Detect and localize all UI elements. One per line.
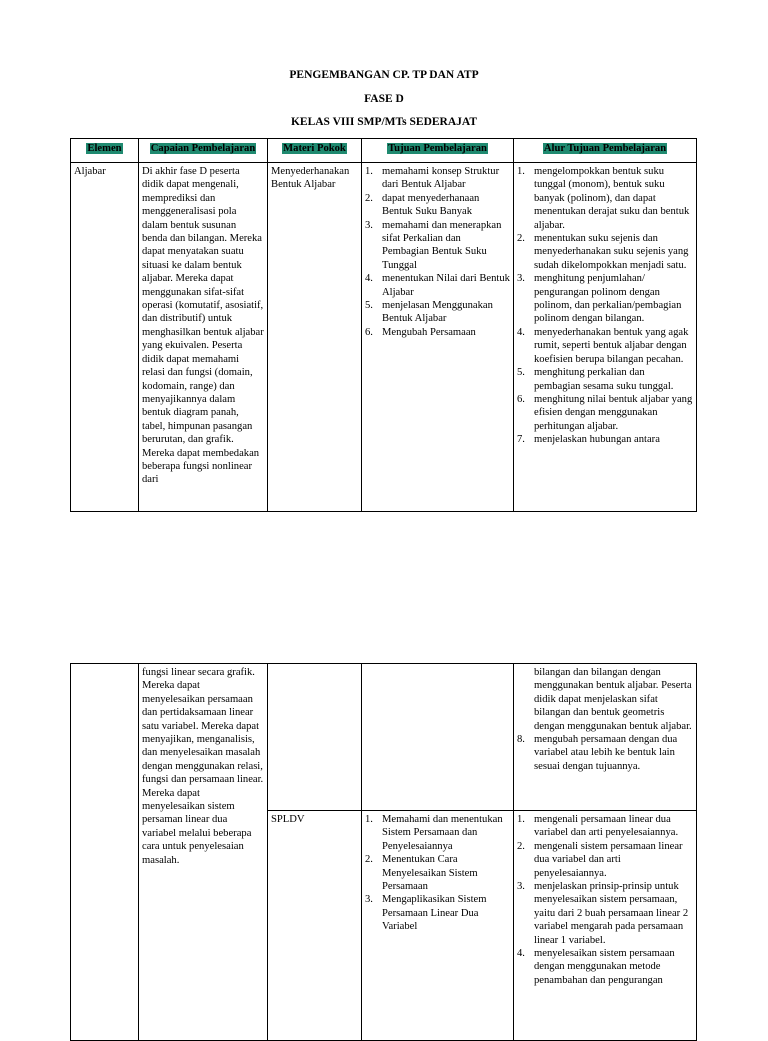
list-item-number: 5.	[517, 367, 525, 379]
list-item	[365, 326, 510, 339]
tujuan-cell	[362, 664, 514, 811]
header-capaian: Capaian Pembelajaran	[139, 139, 268, 163]
list-item	[517, 232, 693, 272]
list-item	[365, 219, 510, 273]
materi-cell: Menyederhanakan Bentuk Aljabar	[268, 163, 362, 512]
capaian-cell: fungsi linear secara grafik. Mereka dapat menyelesaikan persamaan dan pertidaksamaan linear satu variabel. Mereka dapat menyajikan, menganalisis, dan menyelesaikan masalah dengan menggunakan relasi, fungsi dan persamaan linear. Mereka dapat menyelesaikan sistem persaman linear dua variabel melalui beberapa cara untuk penyelesaian masalah.	[139, 664, 268, 1041]
elemen-cell	[71, 664, 139, 1041]
alur-list	[517, 165, 693, 447]
list-item-text: menyelesaikan sistem persamaan dengan menggunakan metode penambahan dan pengurangan	[534, 948, 675, 986]
list-item-number: 3.	[365, 219, 373, 231]
list-item-text: mengelompokkan bentuk suku tunggal (monom), bentuk suku banyak (polinom), dan dapat menentukan derajat suku dan bentuk aljabar.	[534, 166, 690, 231]
elemen-cell: Aljabar	[71, 163, 139, 512]
list-item-text: Mengaplikasikan Sistem Persamaan Linear Dua Variabel	[382, 894, 487, 933]
list-item-text: Memahami dan menentukan Sistem Persamaan dan Penyelesaiannya	[382, 814, 503, 852]
alur-cell	[514, 811, 697, 1041]
tujuan-list	[365, 813, 510, 934]
cp-table-page1	[70, 138, 697, 512]
list-item-number: 6.	[365, 326, 373, 338]
list-item-text: Menentukan Cara Menyelesaikan Sistem Persamaan	[382, 854, 478, 893]
list-item-number: 3.	[365, 894, 373, 906]
list-item-number: 4.	[517, 326, 525, 338]
list-item-number: 4.	[365, 273, 373, 285]
list-item-number: 7.	[517, 434, 525, 446]
list-item-text: menentukan Nilai dari Bentuk Aljabar	[382, 273, 510, 298]
tujuan-cell	[362, 811, 514, 1041]
list-item	[365, 192, 510, 219]
tujuan-list	[365, 165, 510, 339]
list-item-text: menjelaskan prinsip-prinsip untuk menyelesaikan sistem persamaan, yaitu dari 2 buah persamaan linear 2 variabel mengarah pada persamaan linear 1 variabel.	[534, 881, 689, 946]
list-item-text: dapat menyederhanaan Bentuk Suku Banyak	[382, 192, 480, 218]
alur-cell	[514, 163, 697, 512]
list-item	[517, 366, 693, 393]
list-item	[517, 880, 693, 947]
list-item	[365, 893, 510, 933]
table-row	[71, 664, 697, 811]
list-item-text: menjelaskan hubungan antara	[534, 434, 660, 446]
alur-cell	[514, 664, 697, 811]
list-item-text: menghitung perkalian dan pembagian sesama suku tunggal.	[534, 367, 674, 392]
list-item	[517, 733, 693, 773]
list-item	[517, 433, 693, 446]
list-item-number: 4.	[517, 948, 525, 960]
tujuan-cell	[362, 163, 514, 512]
header-elemen: Elemen	[71, 139, 139, 163]
list-item-number: 2.	[517, 233, 525, 245]
list-item	[517, 813, 693, 840]
header-materi: Materi Pokok	[268, 139, 362, 163]
list-item-text: menentukan suku sejenis dan menyederhanakan suku sejenis yang sudah dikelompokkan menjadi satu.	[534, 233, 689, 271]
list-item-text: memahami dan menerapkan sifat Perkalian dan Pembagian Bentuk Suku Tunggal	[382, 219, 502, 271]
list-item-number: 2.	[517, 840, 525, 852]
alur-list	[517, 813, 693, 987]
header-tujuan: Tujuan Pembelajaran	[362, 139, 514, 163]
list-item-number: 8.	[517, 734, 525, 746]
list-item-number: 1.	[517, 814, 525, 825]
list-item	[365, 165, 510, 192]
list-item-number: 3.	[517, 273, 525, 285]
list-item-text: mengenali persamaan linear dua variabel dan arti penyelesaiannya.	[534, 814, 679, 839]
list-item	[517, 272, 693, 326]
list-item	[517, 840, 693, 880]
table-header-row	[71, 139, 697, 163]
list-item	[517, 393, 693, 433]
list-item	[517, 666, 693, 733]
list-item	[365, 272, 510, 299]
alur-list	[517, 666, 693, 773]
materi-cell: SPLDV	[268, 811, 362, 1041]
list-item-number: 3.	[517, 881, 525, 893]
list-item-number: 1.	[365, 814, 373, 825]
list-item-number: 2.	[365, 192, 373, 204]
list-item-text: memahami konsep Struktur dari Bentuk Aljabar	[382, 166, 500, 191]
list-item-text: menghitung penjumlahan/ pengurangan polinom dengan polinom, dan perkalian/pembagian polinom dengan bilangan.	[534, 273, 682, 325]
list-item-text: bilangan dan bilangan dengan menggunakan bentuk aljabar. Peserta didik dapat menjelaskan sifat bilangan dan bentuk geometris dengan menggunakan bentuk aljabar.	[534, 667, 692, 732]
header-alur: Alur Tujuan Pembelajaran	[514, 139, 697, 163]
list-item	[517, 165, 693, 232]
doc-title: PENGEMBANGAN CP. TP DAN ATP	[289, 69, 479, 81]
list-item	[517, 326, 693, 366]
doc-subtitle-fase: FASE D	[364, 93, 404, 105]
materi-cell	[268, 664, 362, 811]
list-item	[517, 947, 693, 987]
list-item-number: 6.	[517, 393, 525, 405]
list-item-number: 1.	[365, 166, 373, 177]
list-item-text: menyederhanakan bentuk yang agak rumit, seperti bentuk aljabar dengan koefisien berupa bilangan pecahan.	[534, 326, 689, 365]
list-item-text: mengubah persamaan dengan dua variabel atau lebih ke bentuk lain sesuai dengan tujuannya.	[534, 734, 678, 772]
list-item-number: 1.	[517, 166, 525, 177]
list-item-number: 2.	[365, 854, 373, 866]
list-item	[365, 813, 510, 853]
list-item-text: menghitung nilai bentuk aljabar yang efisien dengan menggunakan perhitungan aljabar.	[534, 393, 693, 432]
list-item-text: menjelasan Menggunakan Bentuk Aljabar	[382, 300, 493, 325]
capaian-cell: Di akhir fase D peserta didik dapat mengenali, memprediksi dan menggeneralisasi pola dalam bentuk susunan benda dan bilangan. Mereka dapat menyatakan suatu situasi ke dalam bentuk aljabar. Mereka dapat menggunakan sifat-sifat operasi (komutatif, asosiatif, dan distributif) untuk menghasilkan bentuk aljabar yang ekuivalen. Peserta didik dapat memahami relasi dan fungsi (domain, kodomain, range) dan menyajikannya dalam bentuk diagram panah, tabel, himpunan pasangan berurutan, dan grafik. Mereka dapat membedakan beberapa fungsi nonlinear dari	[139, 163, 268, 512]
doc-subtitle-kelas: KELAS VIII SMP/MTs SEDERAJAT	[290, 116, 478, 128]
list-item	[365, 853, 510, 893]
cp-table-page2	[70, 663, 697, 1041]
list-item-number: 5.	[365, 300, 373, 312]
list-item	[365, 299, 510, 326]
table-row	[71, 163, 697, 512]
list-item-text: Mengubah Persamaan	[382, 326, 476, 338]
list-item-text: mengenali sistem persamaan linear dua variabel dan arti penyelesaiannya.	[534, 840, 683, 879]
